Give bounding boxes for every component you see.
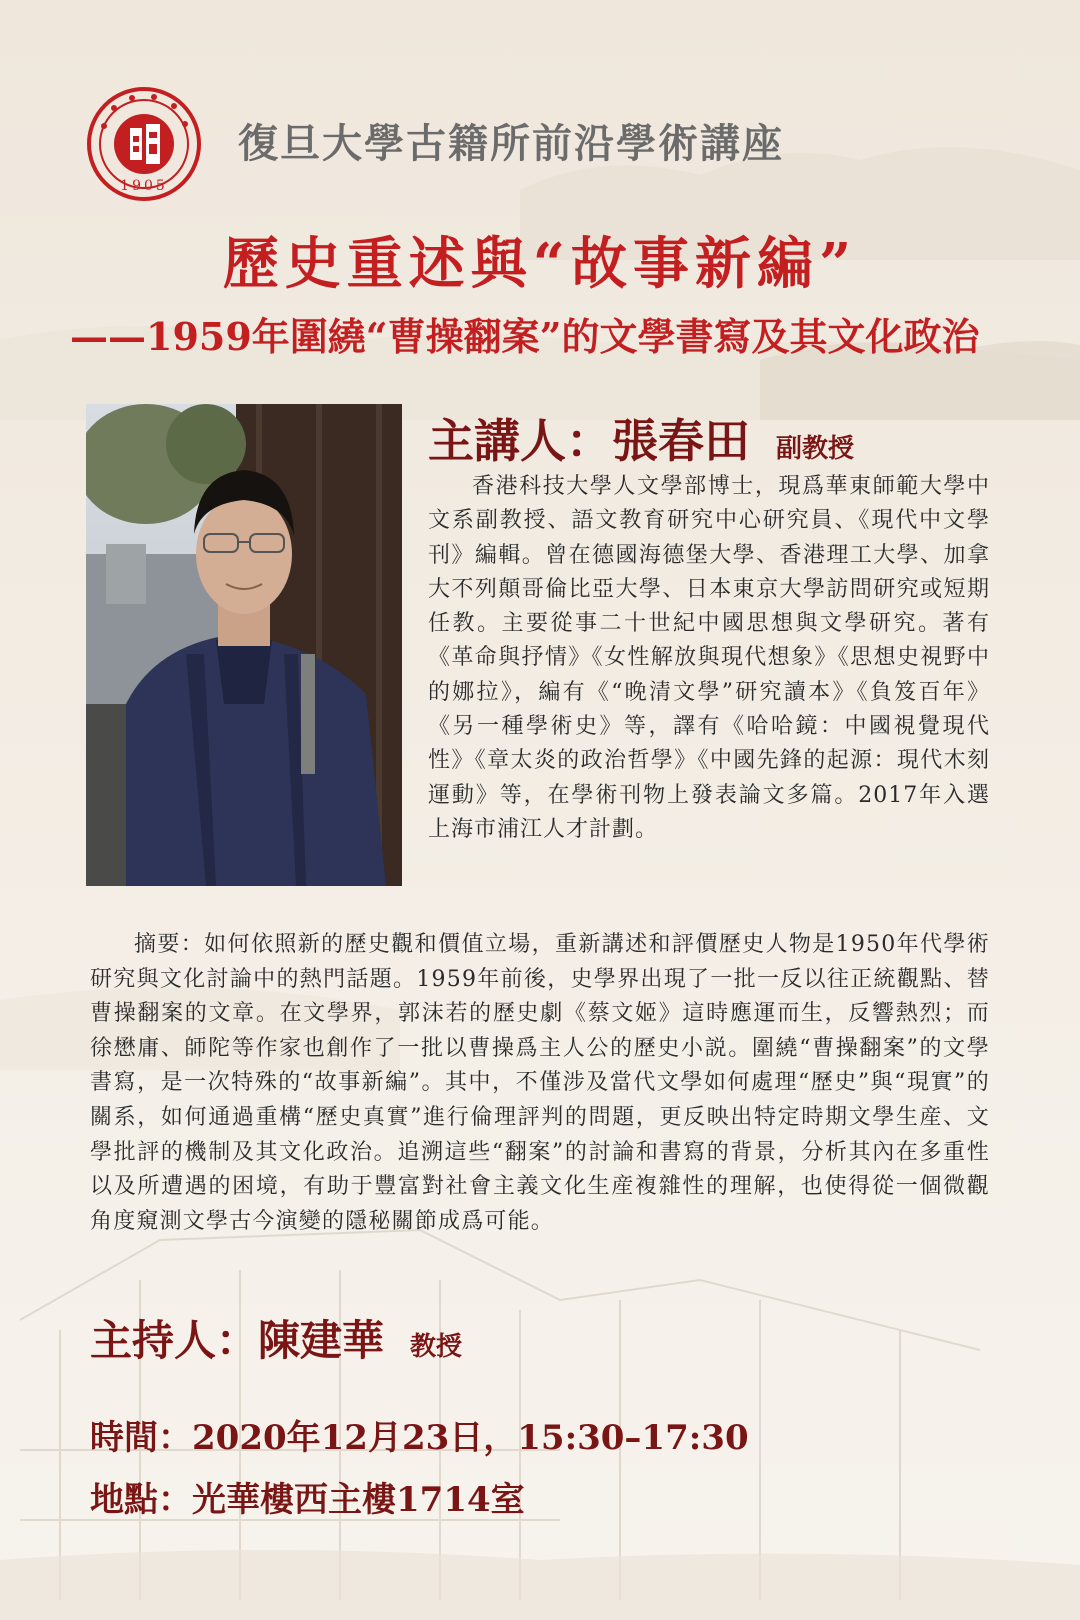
event-place: 地點：光華樓西主樓1714室 — [90, 1480, 525, 1520]
speaker-label: 主講人： — [428, 414, 612, 468]
host-name: 陳建華 — [258, 1316, 385, 1365]
host-rank: 教授 — [410, 1332, 463, 1362]
speaker-name: 張春田 — [612, 414, 750, 468]
series-title: 復旦大學古籍所前沿學術講座 — [238, 120, 784, 167]
host-heading — [90, 1308, 462, 1368]
speaker-rank: 副教授 — [776, 434, 855, 464]
university-seal-logo — [86, 86, 202, 202]
lecture-title: 歷史重述與“故事新編” — [222, 231, 858, 297]
event-time: 時間：2020年12月23日，15:30–17:30 — [90, 1418, 749, 1458]
lecture-abstract: 摘要：如何依照新的歷史觀和價值立場，重新講述和評價歷史人物是1950年代學術研究與文化討論中的熱門話題。1959年前後，史學界出現了一批一反以往正統觀點、替曹操翻案的文章。在文學界，郭沫若的歷史劇《蔡文姬》這時應運而生，反響熱烈；而徐懋庸、師陀等作家也創作了一批以曹操爲主人公的歷史小説。圍繞“曹操翻案”的文學書寫，是一次特殊的“故事新編”。其中，不僅涉及當代文學如何處理“歷史”與“現實”的關系，如何通過重構“歷史真實”進行倫理評判的問題，更反映出特定時期文學生産、文學批評的機制及其文化政治。追溯這些“翻案”的討論和書寫的背景，分析其內在多重性以及所遭遇的困境，有助于豐富對社會主義文化生産複雜性的理解，也使得從一個微觀角度窺測文學古今演變的隱秘關節成爲可能。 — [90, 932, 990, 1234]
lecture-subtitle: ——1959年圍繞“曹操翻案”的文學書寫及其文化政治 — [70, 314, 980, 359]
speaker-photo — [86, 404, 402, 886]
host-label: 主持人： — [90, 1316, 259, 1365]
speaker-bio: 香港科技大學人文學部博士，現爲華東師範大學中文系副教授、語文教育研究中心研究員、《現代中文學刊》編輯。曾在德國海德堡大學、香港理工大學、加拿大不列顛哥倫比亞大學、日本東京大學訪問研究或短期任教。主要從事二十世紀中國思想與文學研究。著有《革命與抒情》《女性解放與現代想象》《思想史視野中的娜拉》，編有《“晚清文學”研究讀本》《負笈百年》《另一種學術史》等，譯有《哈哈鏡：中國視覺現代性》《章太炎的政治哲學》《中國先鋒的起源：現代木刻運動》等，在學術刊物上發表論文多篇。2017年入選上海市浦江人才計劃。 — [428, 474, 990, 842]
speaker-heading — [428, 405, 854, 471]
seal-year: 1905 — [120, 178, 168, 194]
